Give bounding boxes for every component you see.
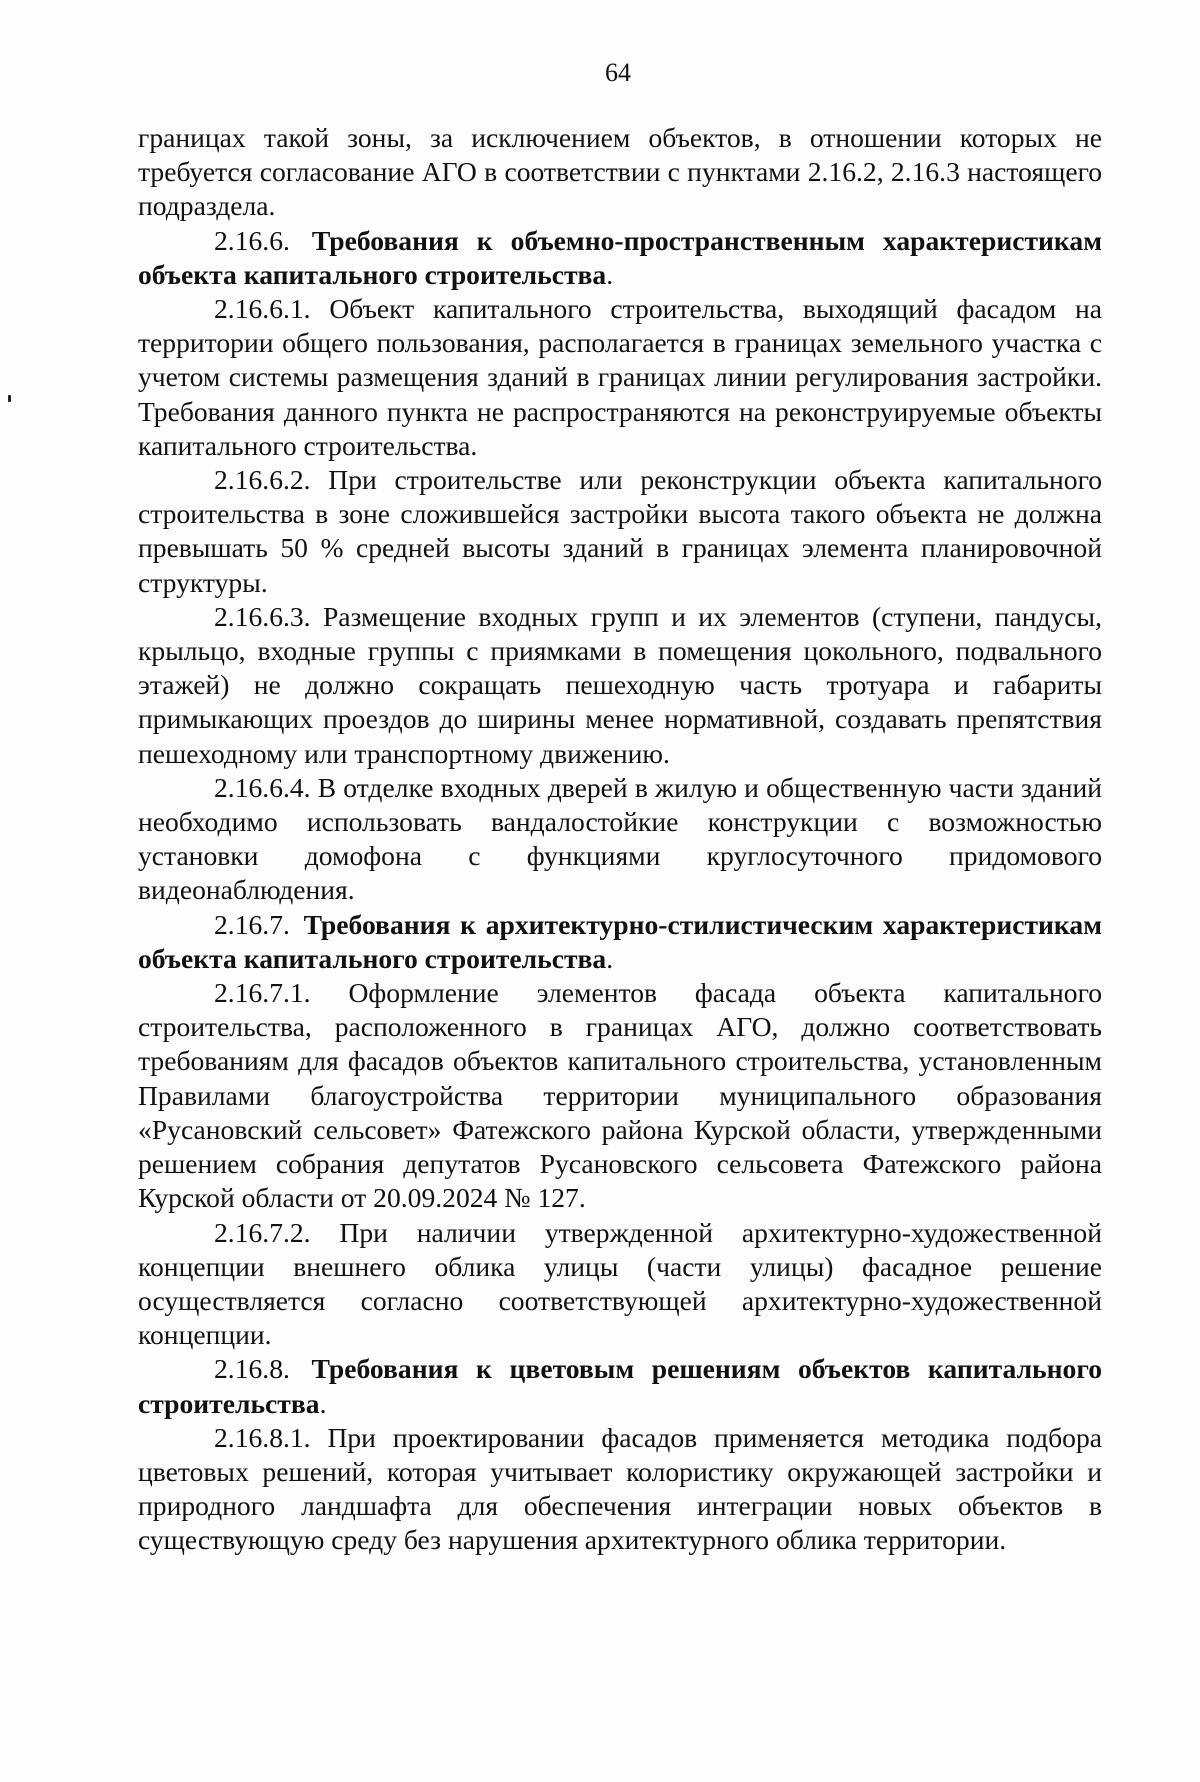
section-heading-2-16-8 <box>138 1352 1102 1420</box>
paragraph-2-16-6-2: 2.16.6.2. При строительстве или реконструкции объекта капитального строительства в зоне сложившейся застройки высота такого объекта не должна превышать 50 % средней высоты зданий в границах элемента планировочной структуры. <box>138 464 1102 598</box>
page-number: 64 <box>605 58 631 87</box>
paragraph-2-16-6-1: 2.16.6.1. Объект капитального строительства, выходящий фасадом на территории общего пользования, располагается в границах земельного участка с учетом системы размещения зданий в границах линии регулирования застройки. Требования данного пункта не распространяются на реконструируемые объекты капитального строительства. <box>138 293 1102 461</box>
document-body <box>138 121 1102 1558</box>
section-number: 2.16.7. <box>214 908 290 940</box>
section-title: Требования к цветовым решениям объектов капитального строительства <box>138 1353 1102 1419</box>
paragraph-2-16-7-2: 2.16.7.2. При наличии утвержденной архитектурно-художественной концепции внешнего облика улицы (части улицы) фасадное решение осуществляется согласно соответствующей архитектурно-художественной концепции. <box>138 1216 1102 1351</box>
section-title-end: . <box>606 258 614 290</box>
paragraph-2-16-8-1: 2.16.8.1. При проектировании фасадов применяется методика подбора цветовых решений, которая учитывает колористику окружающей застройки и природного ландшафта для обеспечения интеграции новых объектов в существующую среду без нарушения архитектурного облика территории. <box>138 1421 1102 1556</box>
scan-speck <box>8 395 11 402</box>
section-number: 2.16.6. <box>214 224 290 256</box>
section-title-end: . <box>319 1387 327 1419</box>
section-title: Требования к объемно-пространственным характеристикам объекта капитального строительства <box>138 224 1102 290</box>
paragraph-2-16-6-4: 2.16.6.4. В отделке входных дверей в жилую и общественную части зданий необходимо использовать вандалостойкие конструкции с возможностью установки домофона с функциями круглосуточного придомового видеонаблюдения. <box>138 771 1102 906</box>
paragraph-continuation: границах такой зоны, за исключением объектов, в отношении которых не требуется согласование АГО в соответствии с пунктами 2.16.2, 2.16.3 настоящего подраздела. <box>138 122 1102 222</box>
section-heading-2-16-7 <box>138 908 1102 976</box>
paragraph-2-16-6-3: 2.16.6.3. Размещение входных групп и их элементов (ступени, пандусы, крыльцо, входные группы с приямками в помещения цокольного, подвального этажей) не должно сокращать пешеходную часть тротуара и габариты примыкающих проездов до ширины менее нормативной, создавать препятствия пешеходному или транспортному движению. <box>138 600 1102 769</box>
section-number: 2.16.8. <box>214 1353 290 1385</box>
section-heading-2-16-6 <box>138 224 1102 292</box>
paragraph-2-16-7-1: 2.16.7.1. Оформление элементов фасада объекта капитального строительства, расположенного в границах АГО, должно соответствовать требованиям для фасадов объектов капитального строительства, установленным Правилами благоустройства территории муниципального образования «Русановский сельсовет» Фатежского района Курской области, утвержденными решением собрания депутатов Русановского сельсовета Фатежского района Курской области от 20.09.2024 № 127. <box>138 977 1102 1214</box>
section-title: Требования к архитектурно-стилистическим характеристикам объекта капитального строительства <box>138 908 1102 974</box>
section-title-end: . <box>606 942 614 974</box>
